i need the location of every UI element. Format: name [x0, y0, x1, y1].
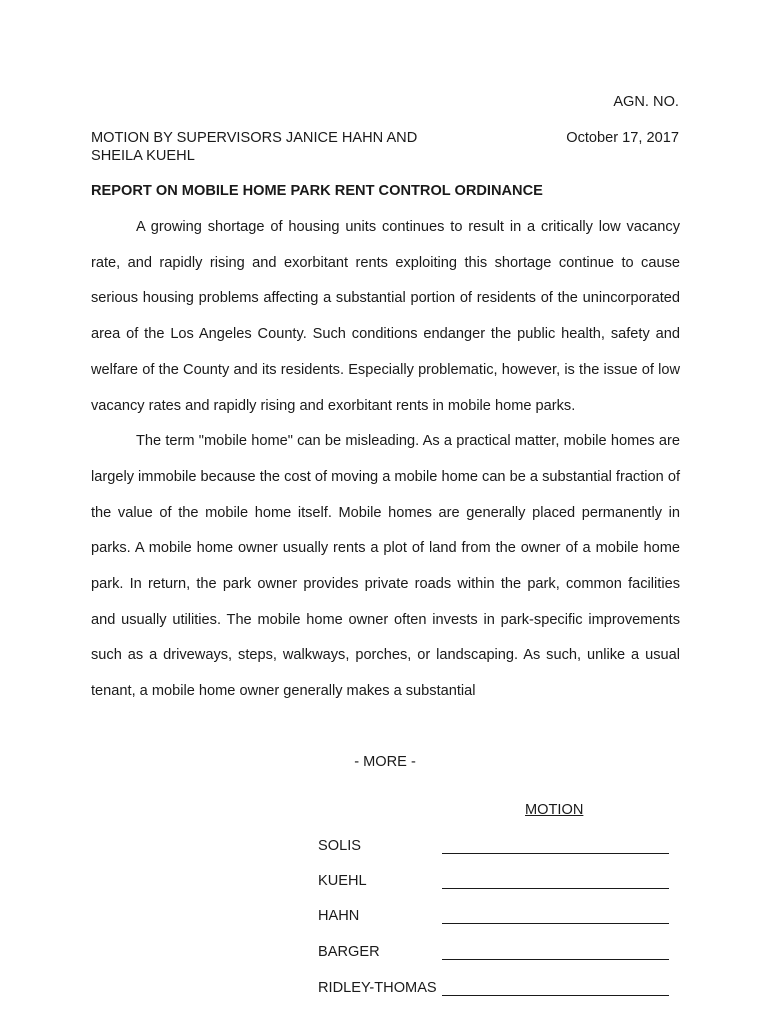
agenda-number: AGN. NO. [613, 94, 679, 110]
report-body [91, 210, 680, 710]
supervisor-name: HAHN [318, 908, 360, 924]
vote-row-ridley-thomas [318, 979, 670, 1001]
motion-by-supervisors: MOTION BY SUPERVISORS JANICE HAHN AND SHEILA KUEHL [91, 130, 418, 164]
supervisor-name: BARGER [318, 944, 380, 960]
paragraph-housing-shortage: A growing shortage of housing units continues to result in a critically low vacancy rate, and rapidly rising and exorbitant rents exploiting this shortage continue to cause serious housing problems affecting a substantial portion of residents of the unincorporated area of the Los Angeles County. Such conditions endanger the public health, safety and welfare of the County and its residents. Especially problematic, however, is the issue of low vacancy rates and rapidly rising and exorbitant rents in mobile home parks. [91, 219, 680, 414]
signature-line [442, 853, 669, 854]
signature-line [442, 888, 669, 889]
motion-date: October 17, 2017 [566, 130, 679, 146]
signature-line [442, 959, 669, 960]
supervisor-name: KUEHL [318, 873, 367, 889]
more-marker: - MORE - [354, 754, 416, 770]
vote-row-kuehl [318, 872, 670, 894]
vote-row-solis [318, 837, 670, 859]
supervisor-name: SOLIS [318, 838, 361, 854]
motion-heading: MOTION [525, 802, 584, 818]
paragraph-mobile-home-definition: The term "mobile home" can be misleading. As a practical matter, mobile homes are largely immobile because the cost of moving a mobile home can be a substantial fraction of the value of the mobile home itself. Mobile homes are generally placed permanently in parks. A mobile home owner usually rents a plot of land from the owner of a mobile home park. In return, the park owner provides private roads within the park, common facilities and usually utilities. The mobile home owner often invests in park-specific improvements such as a driveways, steps, walkways, porches, or landscaping. As such, unlike a usual tenant, a mobile home owner generally makes a substantial [91, 433, 680, 700]
report-title: REPORT ON MOBILE HOME PARK RENT CONTROL ORDINANCE [91, 183, 543, 199]
vote-row-hahn [318, 907, 670, 929]
vote-row-barger [318, 943, 670, 965]
signature-line [442, 923, 669, 924]
signature-line [442, 995, 669, 996]
supervisor-name: RIDLEY-THOMAS [318, 980, 437, 996]
